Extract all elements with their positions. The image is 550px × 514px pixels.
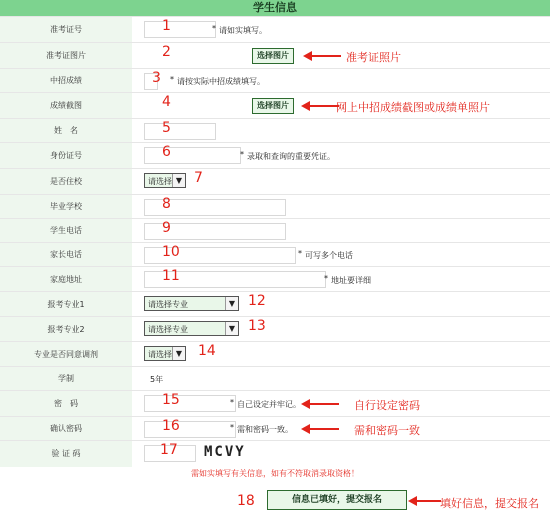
select-value: 请选择专业	[148, 300, 188, 309]
form-row	[0, 341, 550, 367]
select-value: 请选择	[148, 177, 172, 186]
annotation-label: 准考证照片	[346, 51, 401, 64]
marker-11: 11	[162, 268, 180, 284]
form-row	[0, 440, 550, 467]
form-row	[0, 366, 550, 391]
select-dropdown[interactable]	[144, 321, 239, 336]
field-cell	[132, 69, 550, 93]
choose-image-button[interactable]: 选择图片	[252, 98, 294, 114]
marker-1: 1	[162, 18, 171, 34]
text-input[interactable]	[144, 147, 241, 164]
marker-9: 9	[162, 220, 171, 236]
marker-8: 8	[162, 196, 171, 212]
form-row	[0, 316, 550, 342]
marker-13: 13	[248, 318, 266, 334]
field-label: 身份证号	[0, 143, 132, 169]
text-input[interactable]	[144, 395, 236, 412]
marker-12: 12	[248, 293, 266, 309]
form-row	[0, 194, 550, 219]
field-cell	[132, 417, 550, 441]
required-mark: *	[240, 150, 244, 159]
form-row	[0, 390, 550, 417]
field-hint: 请按实际中招成绩填写。	[177, 77, 265, 86]
field-hint: 录取和查询的重要凭证。	[247, 152, 335, 161]
required-mark: *	[230, 398, 234, 407]
marker-2: 2	[162, 44, 171, 60]
arrow-icon	[302, 49, 342, 63]
marker-4: 4	[162, 94, 171, 110]
annotation-submit: 填好信息，提交报名	[440, 497, 539, 510]
text-input[interactable]	[144, 123, 216, 140]
form-row	[0, 416, 550, 441]
select-value: 请选择	[148, 350, 172, 359]
marker-5: 5	[162, 120, 171, 136]
field-cell	[132, 169, 550, 195]
field-cell	[132, 441, 550, 467]
field-label: 验 证 码	[0, 441, 132, 467]
marker-10: 10	[162, 244, 180, 260]
notice-text: 需如实填写有关信息，如有不符取消录取资格！	[191, 469, 359, 478]
field-label: 毕业学校	[0, 195, 132, 219]
field-label: 家庭地址	[0, 267, 132, 292]
form-row	[0, 218, 550, 243]
field-label: 成绩截图	[0, 93, 132, 119]
form-row	[0, 42, 550, 69]
field-label: 学制	[0, 367, 132, 391]
marker-3: 3	[152, 70, 161, 86]
marker-17: 17	[160, 442, 178, 458]
field-label: 专业是否同意调剂	[0, 342, 132, 367]
form-row	[0, 266, 550, 292]
field-cell	[132, 367, 550, 391]
field-label: 准考证号	[0, 17, 132, 43]
field-cell	[132, 119, 550, 143]
page-title: 学生信息	[0, 0, 550, 16]
marker-7: 7	[194, 170, 203, 186]
submit-button[interactable]: 信息已填好，提交报名	[267, 490, 407, 510]
chevron-down-icon: ▼	[225, 297, 238, 310]
select-dropdown[interactable]	[144, 346, 186, 361]
field-cell	[132, 17, 550, 43]
form-row	[0, 16, 550, 43]
field-label: 姓 名	[0, 119, 132, 143]
field-label: 确认密码	[0, 417, 132, 441]
marker-15: 15	[162, 392, 180, 408]
field-cell	[132, 391, 550, 417]
select-dropdown[interactable]	[144, 173, 186, 188]
chevron-down-icon: ▼	[225, 322, 238, 335]
field-hint: 地址要详细	[331, 275, 371, 285]
chevron-down-icon: ▼	[172, 174, 185, 187]
chevron-down-icon: ▼	[172, 347, 185, 360]
field-value: 5年	[150, 375, 164, 384]
marker-14: 14	[198, 343, 216, 359]
field-hint: 自己设定并牢记。	[237, 400, 301, 409]
field-cell	[132, 195, 550, 219]
choose-image-button[interactable]: 选择图片	[252, 48, 294, 64]
field-cell	[132, 267, 550, 292]
select-dropdown[interactable]	[144, 296, 239, 311]
field-cell	[132, 342, 550, 367]
captcha-image[interactable]: MCVY	[204, 444, 246, 460]
annotation-label: 自行设定密码	[354, 399, 420, 412]
field-label: 是否住校	[0, 169, 132, 195]
form-row	[0, 142, 550, 169]
required-mark: *	[298, 249, 302, 258]
field-cell	[132, 292, 550, 317]
marker-18: 18	[237, 493, 255, 509]
field-hint: 请如实填写。	[219, 26, 267, 35]
annotation-label: 需和密码一致	[354, 424, 420, 437]
field-cell	[132, 219, 550, 243]
form-row	[0, 68, 550, 93]
field-hint: 需和密码一致。	[237, 425, 293, 434]
field-label: 学生电话	[0, 219, 132, 243]
form-row	[0, 92, 550, 119]
marker-6: 6	[162, 144, 171, 160]
field-cell	[132, 317, 550, 342]
required-mark: *	[212, 24, 216, 33]
field-label: 家长电话	[0, 243, 132, 267]
field-label: 准考证图片	[0, 43, 132, 69]
form-row	[0, 118, 550, 143]
field-label: 报考专业1	[0, 292, 132, 317]
annotation-label: 网上中招成绩截图或成绩单照片	[336, 101, 490, 114]
form-row	[0, 291, 550, 317]
field-label: 报考专业2	[0, 317, 132, 342]
field-cell	[132, 243, 550, 267]
field-hint: 可写多个电话	[305, 251, 353, 260]
form-row	[0, 168, 550, 195]
field-label: 密 码	[0, 391, 132, 417]
required-mark: *	[230, 423, 234, 432]
text-input[interactable]	[144, 421, 236, 438]
required-mark: *	[324, 273, 328, 283]
arrow-icon	[300, 422, 340, 436]
marker-16: 16	[162, 418, 180, 434]
form-row	[0, 242, 550, 267]
field-label: 中招成绩	[0, 69, 132, 93]
arrow-icon	[407, 494, 442, 508]
field-cell	[132, 143, 550, 169]
arrow-icon	[300, 397, 340, 411]
required-mark: *	[170, 75, 174, 84]
select-value: 请选择专业	[148, 325, 188, 334]
arrow-icon	[300, 99, 340, 113]
text-input[interactable]	[144, 21, 216, 38]
